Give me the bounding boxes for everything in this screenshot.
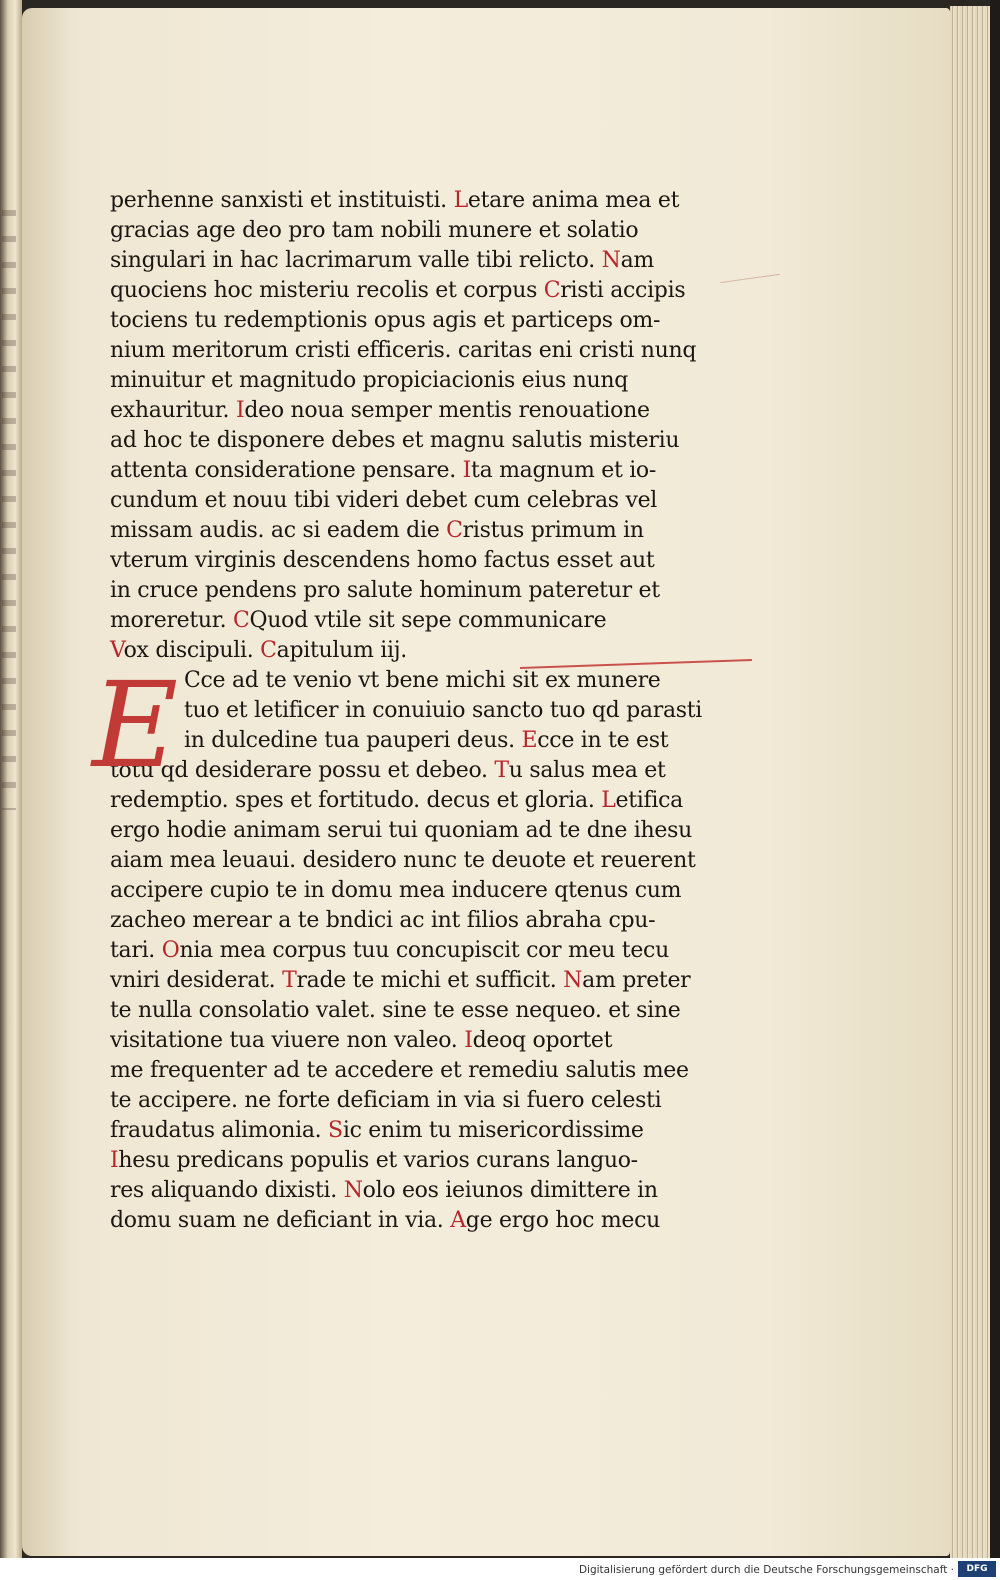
text-run: am preter xyxy=(582,968,691,993)
text-run: quociens hoc misteriu recolis et corpus xyxy=(110,278,544,303)
text-line xyxy=(110,186,750,216)
text-run: etifica xyxy=(615,788,683,813)
text-line xyxy=(110,306,750,336)
rubric-letter: N xyxy=(563,968,583,993)
text-line xyxy=(110,936,750,966)
text-line xyxy=(110,846,750,876)
text-run: nia mea corpus tuu concupiscit cor meu tecu xyxy=(179,938,669,963)
text-line xyxy=(110,606,750,636)
text-run: missam audis. ac si eadem die xyxy=(110,518,447,543)
rubric-letter: S xyxy=(328,1118,343,1143)
rubric-letter: A xyxy=(450,1208,466,1233)
page-stack-edge xyxy=(950,6,990,1558)
rubric-letter: T xyxy=(494,758,509,783)
text-run: res aliquando dixisti. xyxy=(110,1178,344,1203)
text-run: zacheo merear a te bndici ac int filios abraha cpu- xyxy=(110,908,656,933)
text-line xyxy=(110,456,750,486)
rubric-letter: I xyxy=(462,458,472,483)
rubric-letter: O xyxy=(161,938,180,963)
text-run: moreretur. xyxy=(110,608,233,633)
funding-notice: Digitalisierung gefördert durch die Deutsche Forschungsgemeinschaft · xyxy=(578,1564,954,1576)
rubric-letter: V xyxy=(110,638,124,663)
text-run: ta magnum et io- xyxy=(471,458,657,483)
text-run: redemptio. spes et fortitudo. decus et gloria. xyxy=(110,788,602,813)
text-run: te nulla consolatio valet. sine te esse nequeo. et sine xyxy=(110,998,681,1023)
text-line xyxy=(110,726,750,756)
text-run: exhauritur. xyxy=(110,398,236,423)
rubric-letter: C xyxy=(232,608,250,633)
text-run: am xyxy=(620,248,654,273)
text-line xyxy=(110,216,750,246)
text-run: ic enim tu misericordissime xyxy=(342,1118,644,1143)
text-run: in dulcedine tua pauperi deus. xyxy=(184,728,522,753)
text-run: Cce ad te venio vt bene michi sit ex munere xyxy=(184,668,661,693)
text-run: gracias age deo pro tam nobili munere et solatio xyxy=(110,218,639,243)
text-run: tari. xyxy=(110,938,162,963)
text-run: accipere cupio te in domu mea inducere qtenus cum xyxy=(110,878,682,903)
text-run: minuitur et magnitudo propiciacionis eius nunq xyxy=(110,368,629,393)
text-line xyxy=(110,906,750,936)
printed-text-block xyxy=(110,186,750,1236)
rubric-letter: I xyxy=(235,398,245,423)
rubric-letter: L xyxy=(453,188,468,213)
text-line xyxy=(110,666,750,696)
text-run: risti accipis xyxy=(560,278,686,303)
text-run: deoq oportet xyxy=(472,1028,613,1053)
text-run: vniri desiderat. xyxy=(110,968,283,993)
text-run: perhenne sanxisti et instituisti. xyxy=(110,188,454,213)
rubric-letter: N xyxy=(343,1178,363,1203)
text-line xyxy=(110,1206,750,1236)
text-run: te accipere. ne forte deficiam in via si fuero celesti xyxy=(110,1088,662,1113)
text-run: visitatione tua viuere non valeo. xyxy=(110,1028,465,1053)
text-line xyxy=(110,336,750,366)
text-run: ge ergo hoc mecu xyxy=(465,1208,661,1233)
text-run: ox discipuli. xyxy=(123,638,261,663)
text-line xyxy=(110,276,750,306)
text-run: in cruce pendens pro salute hominum pateretur et xyxy=(110,578,660,603)
rubric-letter: I xyxy=(110,1148,119,1173)
text-line xyxy=(110,786,750,816)
text-run: Quod vtile sit sepe communicare xyxy=(249,608,607,633)
text-run: etare anima mea et xyxy=(467,188,680,213)
text-line xyxy=(110,546,750,576)
text-run: ergo hodie animam serui tui quoniam ad te dne ihesu xyxy=(110,818,692,843)
text-run: aiam mea leuaui. desidero nunc te deuote et reuerent xyxy=(110,848,696,873)
rubric-letter: L xyxy=(601,788,616,813)
text-line xyxy=(110,486,750,516)
text-line xyxy=(110,816,750,846)
text-run: apitulum iij. xyxy=(276,638,407,663)
rubric-letter: I xyxy=(464,1028,473,1053)
text-line xyxy=(110,876,750,906)
text-line xyxy=(110,1086,750,1116)
text-run: tuo et letificer in conuiuio sancto tuo qd parasti xyxy=(184,698,703,723)
text-run: nium meritorum cristi efficeris. caritas eni cristi nunq xyxy=(110,338,697,363)
rubric-letter: C xyxy=(260,638,277,663)
text-line xyxy=(110,1176,750,1206)
text-run: fraudatus alimonia. xyxy=(110,1118,329,1143)
text-line xyxy=(110,396,750,426)
text-line xyxy=(110,576,750,606)
text-line xyxy=(110,1026,750,1056)
previous-page-edge xyxy=(0,0,22,1558)
text-run: ad hoc te disponere debes et magnu salutis misteriu xyxy=(110,428,680,453)
text-line xyxy=(110,756,750,786)
text-line xyxy=(110,1146,750,1176)
text-run: olo eos ieiunos dimittere in xyxy=(362,1178,658,1203)
text-run: tociens tu redemptionis opus agis et particeps om- xyxy=(110,308,661,333)
dfg-logo: DFG xyxy=(958,1561,996,1577)
text-run: u salus mea et xyxy=(508,758,666,783)
rubric-letter: N xyxy=(601,248,621,273)
text-run: totu qd desiderare possu et debeo. xyxy=(110,758,495,783)
text-run: attenta consideratione pensare. xyxy=(110,458,463,483)
text-line xyxy=(110,996,750,1026)
text-run: ristus primum in xyxy=(462,518,644,543)
rubric-letter: E xyxy=(521,728,538,753)
text-line xyxy=(110,696,750,726)
rubric-letter: C xyxy=(543,278,561,303)
rubric-letter: C xyxy=(446,518,463,543)
text-run: deo noua semper mentis renouatione xyxy=(244,398,650,423)
text-line xyxy=(110,516,750,546)
text-run: vterum virginis descendens homo factus esset aut xyxy=(110,548,655,573)
text-run: cce in te est xyxy=(537,728,669,753)
text-line xyxy=(110,366,750,396)
text-line xyxy=(110,1056,750,1086)
rubricated-initial: E xyxy=(92,656,179,794)
text-line xyxy=(110,246,750,276)
text-run: rade te michi et sufficit. xyxy=(296,968,564,993)
text-line xyxy=(110,426,750,456)
text-run: singulari in hac lacrimarum valle tibi relicto. xyxy=(110,248,602,273)
text-run: hesu predicans populis et varios curans languo- xyxy=(118,1148,638,1173)
digitization-footer xyxy=(0,1558,1000,1580)
text-line xyxy=(110,1116,750,1146)
previous-page-text-fragment xyxy=(2,210,16,810)
text-run: me frequenter ad te accedere et remediu salutis mee xyxy=(110,1058,689,1083)
text-run: cundum et nouu tibi videri debet cum celebras vel xyxy=(110,488,658,513)
text-run: domu suam ne deficiant in via. xyxy=(110,1208,451,1233)
text-line xyxy=(110,966,750,996)
rubric-letter: T xyxy=(282,968,297,993)
book-shadow xyxy=(990,0,1000,1558)
